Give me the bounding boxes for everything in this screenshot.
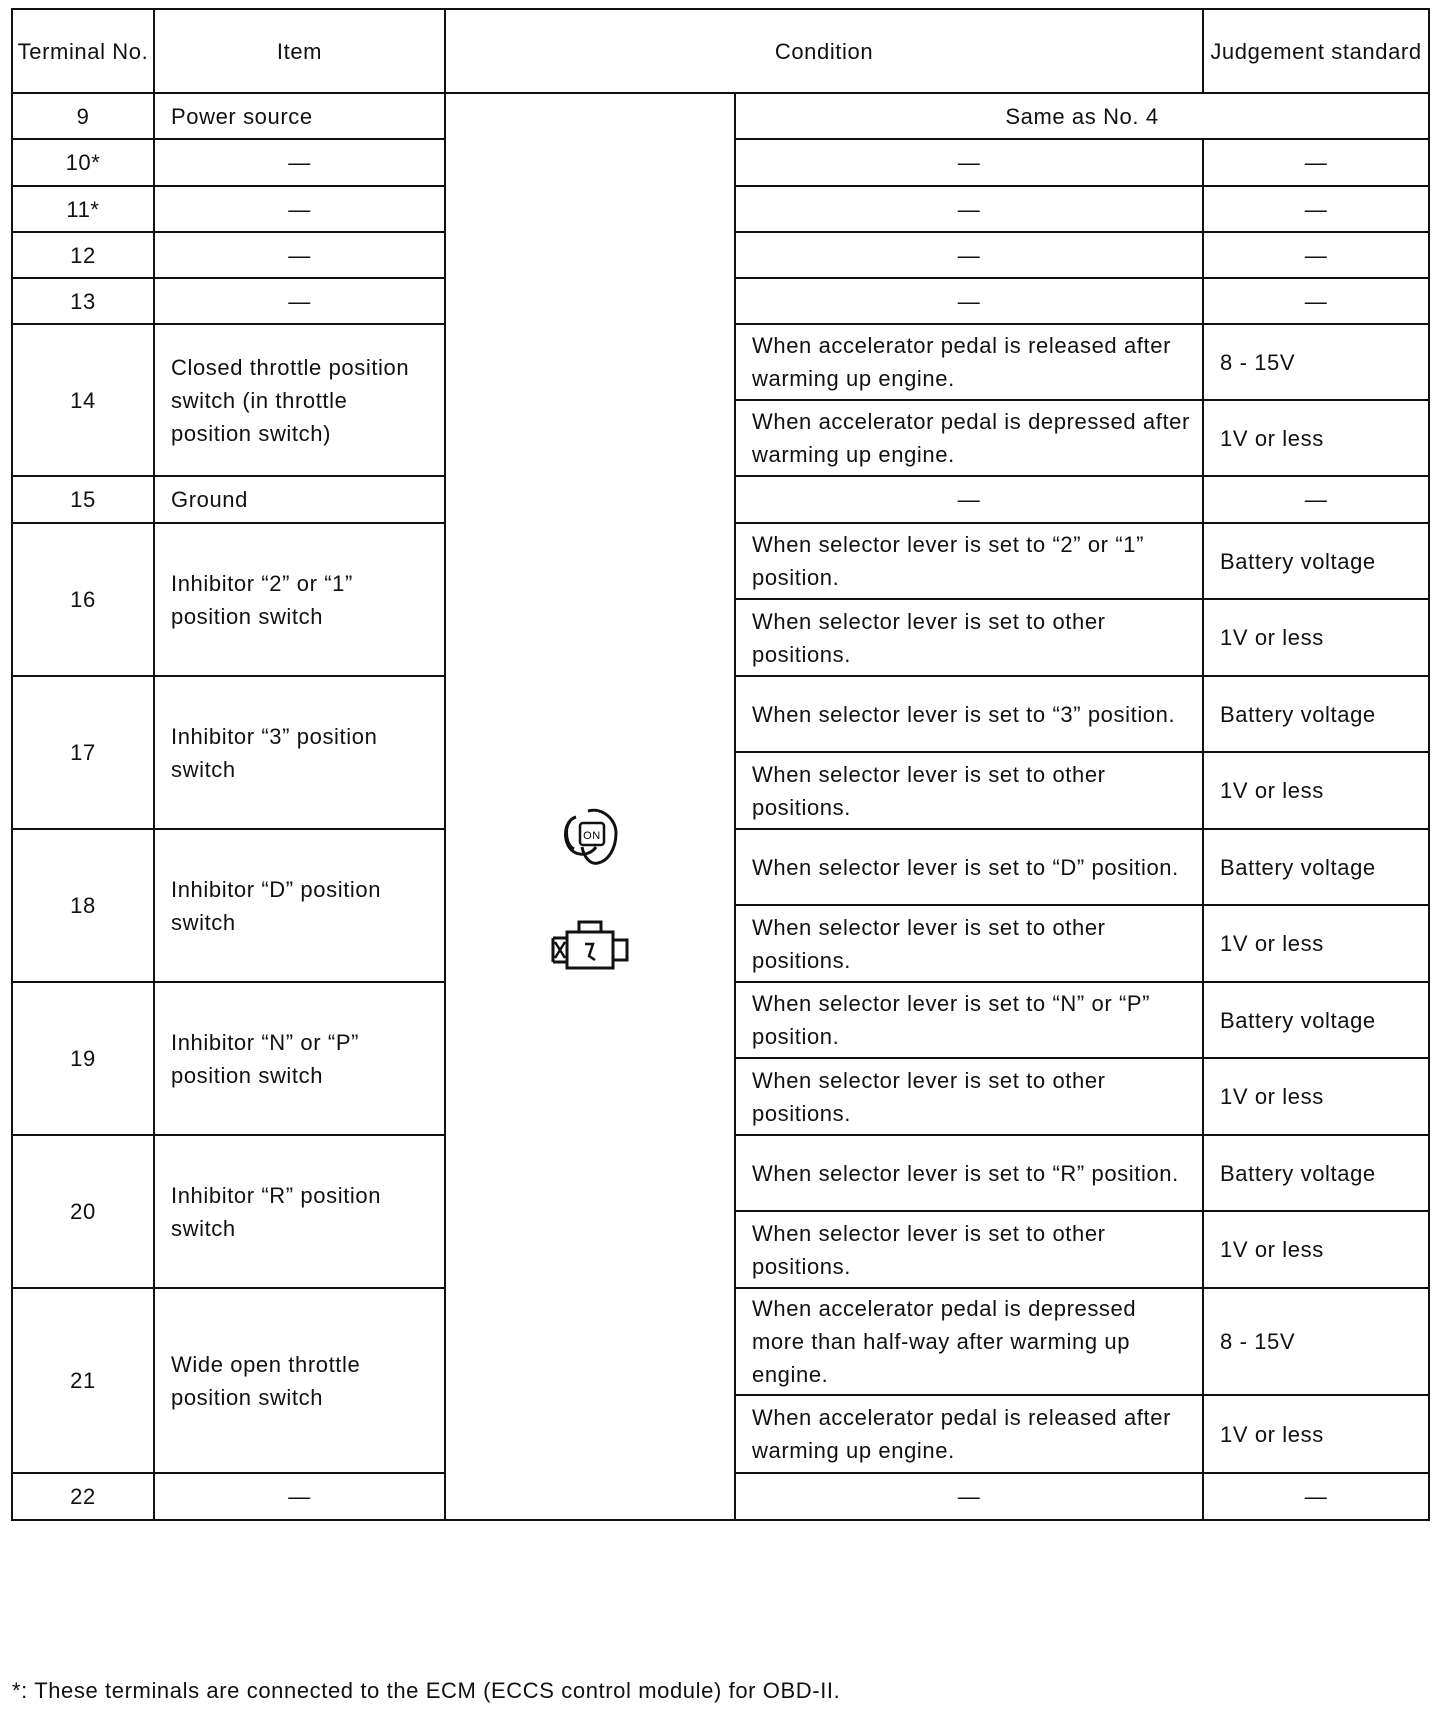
same-as-cell: Same as No. 4 (735, 93, 1429, 139)
condition: When selector lever is set to other positions. (735, 1058, 1203, 1135)
item: Ground (154, 476, 445, 523)
terminal-no: 18 (12, 829, 154, 982)
judgement: 1V or less (1203, 752, 1429, 829)
item: Inhibitor “3” position switch (154, 676, 445, 829)
item: Inhibitor “2” or “1” position switch (154, 523, 445, 676)
condition: — (735, 476, 1203, 523)
judgement: 1V or less (1203, 1211, 1429, 1288)
terminal-no: 12 (12, 232, 154, 278)
condition: — (735, 139, 1203, 186)
condition: When selector lever is set to other positions. (735, 752, 1203, 829)
terminal-no: 10* (12, 139, 154, 186)
condition: When accelerator pedal is depressed more than half-way after warming up engine. (735, 1288, 1203, 1395)
item: — (154, 278, 445, 324)
judgement: — (1203, 186, 1429, 232)
item: — (154, 186, 445, 232)
item: Closed throttle position switch (in throttle position switch) (154, 324, 445, 476)
header-terminal-no: Terminal No. (12, 9, 154, 93)
terminal-no: 22 (12, 1473, 154, 1520)
terminal-no: 21 (12, 1288, 154, 1473)
condition: When selector lever is set to “2” or “1” position. (735, 523, 1203, 599)
judgement: Battery voltage (1203, 676, 1429, 752)
judgement: — (1203, 139, 1429, 186)
terminal-no: 17 (12, 676, 154, 829)
table-row (12, 93, 1429, 139)
condition: When selector lever is set to other positions. (735, 905, 1203, 982)
item: Inhibitor “N” or “P” position switch (154, 982, 445, 1135)
ignition-key-on-icon (446, 799, 734, 878)
terminal-no: 20 (12, 1135, 154, 1288)
judgement: 1V or less (1203, 1395, 1429, 1473)
item: — (154, 1473, 445, 1520)
condition: — (735, 1473, 1203, 1520)
header-item: Item (154, 9, 445, 93)
terminal-no: 9 (12, 93, 154, 139)
terminal-no: 19 (12, 982, 154, 1135)
header-condition: Condition (445, 9, 1203, 93)
terminal-table (11, 8, 1430, 1521)
judgement: — (1203, 1473, 1429, 1520)
condition: When selector lever is set to “R” position. (735, 1135, 1203, 1211)
item: Power source (154, 93, 445, 139)
item: Wide open throttle position switch (154, 1288, 445, 1473)
judgement: 1V or less (1203, 1058, 1429, 1135)
footnote: *: These terminals are connected to the ECM (ECCS control module) for OBD-II. (12, 1678, 841, 1703)
judgement: 8 - 15V (1203, 324, 1429, 400)
header-row (12, 9, 1429, 93)
condition: When accelerator pedal is released after warming up engine. (735, 1395, 1203, 1473)
terminal-no: 13 (12, 278, 154, 324)
condition: When selector lever is set to other positions. (735, 1211, 1203, 1288)
terminal-no: 11* (12, 186, 154, 232)
condition: When selector lever is set to “N” or “P” position. (735, 982, 1203, 1058)
judgement: 1V or less (1203, 905, 1429, 982)
judgement: Battery voltage (1203, 523, 1429, 599)
condition: When selector lever is set to “3” position. (735, 676, 1203, 752)
judgement: 1V or less (1203, 400, 1429, 476)
judgement: — (1203, 476, 1429, 523)
condition: When selector lever is set to other positions. (735, 599, 1203, 676)
judgement: Battery voltage (1203, 1135, 1429, 1211)
ignition-on-label: ON (583, 830, 601, 842)
judgement: — (1203, 232, 1429, 278)
engine-running-icon (446, 914, 734, 989)
judgement: Battery voltage (1203, 982, 1429, 1058)
condition: — (735, 186, 1203, 232)
condition: — (735, 232, 1203, 278)
terminal-no: 16 (12, 523, 154, 676)
item: Inhibitor “D” position switch (154, 829, 445, 982)
condition-icons (445, 93, 735, 1520)
item: — (154, 232, 445, 278)
judgement: 8 - 15V (1203, 1288, 1429, 1395)
condition: When selector lever is set to “D” position. (735, 829, 1203, 905)
judgement: — (1203, 278, 1429, 324)
terminal-no: 15 (12, 476, 154, 523)
condition: — (735, 278, 1203, 324)
terminal-no: 14 (12, 324, 154, 476)
judgement: Battery voltage (1203, 829, 1429, 905)
condition: When accelerator pedal is depressed after warming up engine. (735, 400, 1203, 476)
judgement: 1V or less (1203, 599, 1429, 676)
header-judgement: Judgement standard (1203, 9, 1429, 93)
item: — (154, 139, 445, 186)
item: Inhibitor “R” position switch (154, 1135, 445, 1288)
condition: When accelerator pedal is released after warming up engine. (735, 324, 1203, 400)
